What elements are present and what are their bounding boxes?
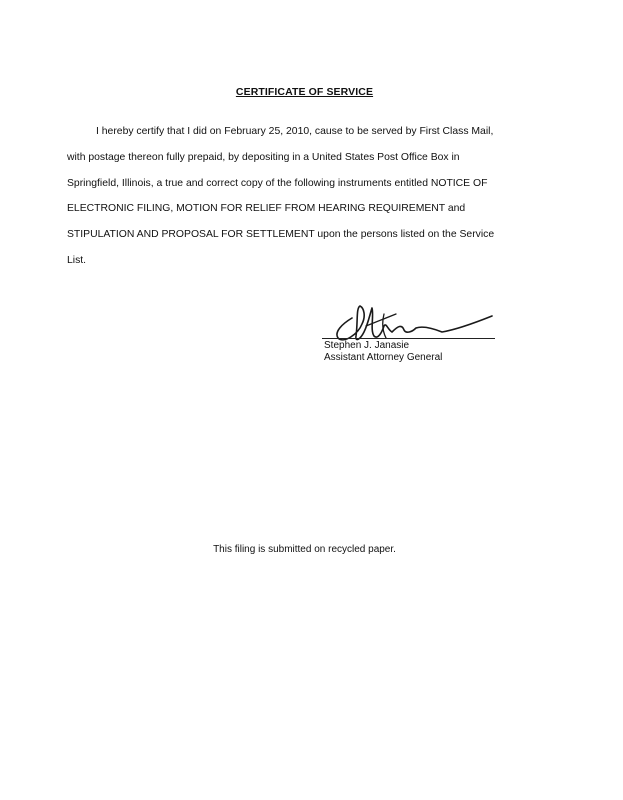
recycled-paper-note: This filing is submitted on recycled paper. [213,544,396,555]
signer-name: Stephen J. Janasie [324,340,410,351]
body-line-6: List. [67,254,87,266]
body-line-4: ELECTRONIC FILING, MOTION FOR RELIEF FROM HEARING REQUIREMENT and [67,203,466,215]
body-line-1 [67,119,545,145]
body-line-1-text: I hereby certify that I did on February 25, 2010, cause to be served by First Class Mail, [96,126,494,137]
signature-block [322,296,502,376]
document-title: CERTIFICATE OF SERVICE [235,86,374,98]
signature-line [322,338,495,339]
signer-title: Assistant Attorney General [324,352,443,363]
body-line-2: with postage thereon fully prepaid, by depositing in a United States Post Office Box in [67,151,460,163]
certificate-body [67,119,545,274]
body-line-5: STIPULATION AND PROPOSAL FOR SETTLEMENT upon the persons listed on the Service [67,229,495,241]
body-line-3: Springfield, Illinois, a true and correct copy of the following instruments entitled NOTICE OF [67,177,488,189]
